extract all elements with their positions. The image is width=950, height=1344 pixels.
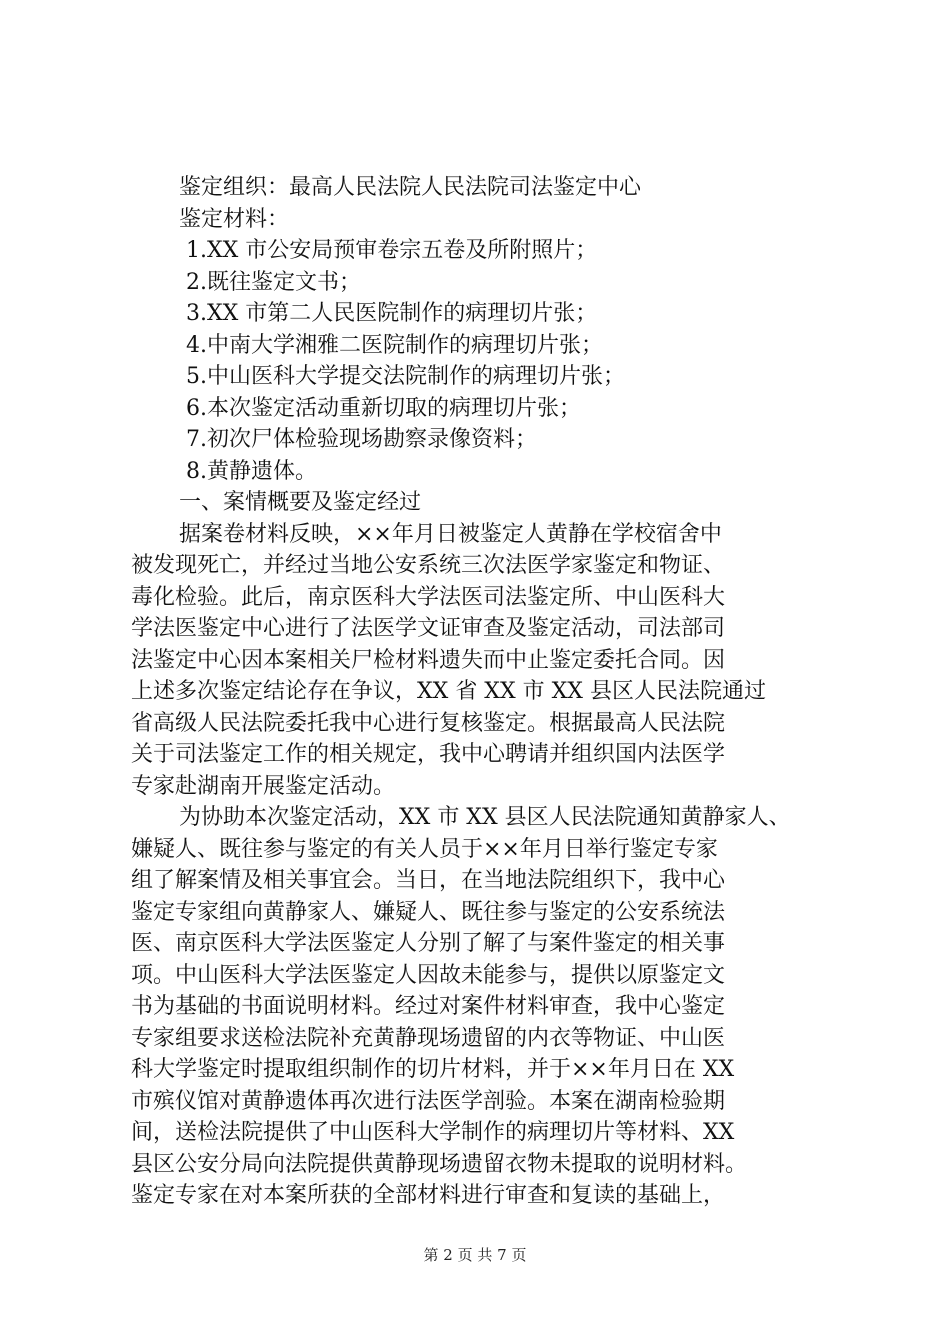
material-item-6: 6.本次鉴定活动重新切取的病理切片张； <box>186 395 581 421</box>
material-item-3: 3.XX 市第二人民医院制作的病理切片张； <box>186 301 598 326</box>
paragraph-line: 嫌疑人、既往参与鉴定的有关人员于××年月日举行鉴定专家 <box>131 836 718 862</box>
paragraph-line: 鉴定专家在对本案所获的全部材料进行审查和复读的基础上， <box>131 1183 726 1208</box>
material-item-2: 2.既往鉴定文书； <box>186 269 361 295</box>
paragraph-line: 科大学鉴定时提取组织制作的切片材料，并于××年月日在 XX <box>131 1057 735 1082</box>
paragraph-line: 专家组要求送检法院补充黄静现场遗留的内衣等物证、中山医 <box>131 1025 726 1051</box>
paragraph-line: 关于司法鉴定工作的相关规定，我中心聘请并组织国内法医学 <box>131 742 726 767</box>
material-item-1: 1.XX 市公安局预审卷宗五卷及所附照片； <box>186 238 598 263</box>
paragraph-line: 组了解案情及相关事宜会。当日，在当地法院组织下，我中心 <box>131 868 726 893</box>
paragraph-line: 医、南京医科大学法医鉴定人分别了解了与案件鉴定的相关事 <box>131 931 726 956</box>
paragraph-line: 学法医鉴定中心进行了法医学文证审查及鉴定活动，司法部司 <box>131 616 726 641</box>
paragraph-line: 据案卷材料反映，××年月日被鉴定人黄静在学校宿舍中 <box>179 521 722 547</box>
paragraph-line: 间，送检法院提供了中山医科大学制作的病理切片等材料、XX <box>131 1120 735 1145</box>
paragraph-line: 为协助本次鉴定活动，XX 市 XX 县区人民法院通知黄静家人、 <box>179 805 791 830</box>
paragraph-line: 项。中山医科大学法医鉴定人因故未能参与，提供以原鉴定文 <box>131 962 726 988</box>
material-item-7: 7.初次尸体检验现场勘察录像资料； <box>186 427 537 452</box>
page-footer: 第 2 页 共 7 页 <box>423 1246 527 1264</box>
material-item-4: 4.中南大学湘雅二医院制作的病理切片张； <box>186 332 603 358</box>
paragraph-line: 市殡仪馆对黄静遗体再次进行法医学剖验。本案在湖南检验期 <box>131 1088 726 1114</box>
paragraph-case-summary <box>131 519 836 803</box>
paragraph-line: 省高级人民法院委托我中心进行复核鉴定。根据最高人民法院 <box>131 710 726 736</box>
materials-heading: 鉴定材料： <box>179 206 290 232</box>
paragraph-line: 毒化检验。此后，南京医科大学法医司法鉴定所、中山医科大 <box>131 584 726 610</box>
material-item-8: 8.黄静遗体。 <box>186 458 317 484</box>
section-heading: 一、案情概要及鉴定经过 <box>179 490 422 515</box>
paragraph-appraisal-process <box>131 802 836 1212</box>
document-body <box>131 172 836 1212</box>
appraisal-organization-line: 鉴定组织：最高人民法院人民法院司法鉴定中心 <box>179 175 642 200</box>
paragraph-line: 书为基础的书面说明材料。经过对案件材料审查，我中心鉴定 <box>131 994 726 1019</box>
paragraph-line: 专家赴湖南开展鉴定活动。 <box>131 773 396 799</box>
material-item-5: 5.中山医科大学提交法院制作的病理切片张； <box>186 364 625 389</box>
paragraph-line: 上述多次鉴定结论存在争议，XX 省 XX 市 XX 县区人民法院通过 <box>131 679 766 704</box>
paragraph-line: 鉴定专家组向黄静家人、嫌疑人、既往参与鉴定的公安系统法 <box>131 899 726 925</box>
paragraph-line: 法鉴定中心因本案相关尸检材料遗失而中止鉴定委托合同。因 <box>131 647 726 673</box>
paragraph-line: 县区公安分局向法院提供黄静现场遗留衣物未提取的说明材料。 <box>131 1151 748 1177</box>
paragraph-line: 被发现死亡，并经过当地公安系统三次法医学家鉴定和物证、 <box>131 553 726 578</box>
